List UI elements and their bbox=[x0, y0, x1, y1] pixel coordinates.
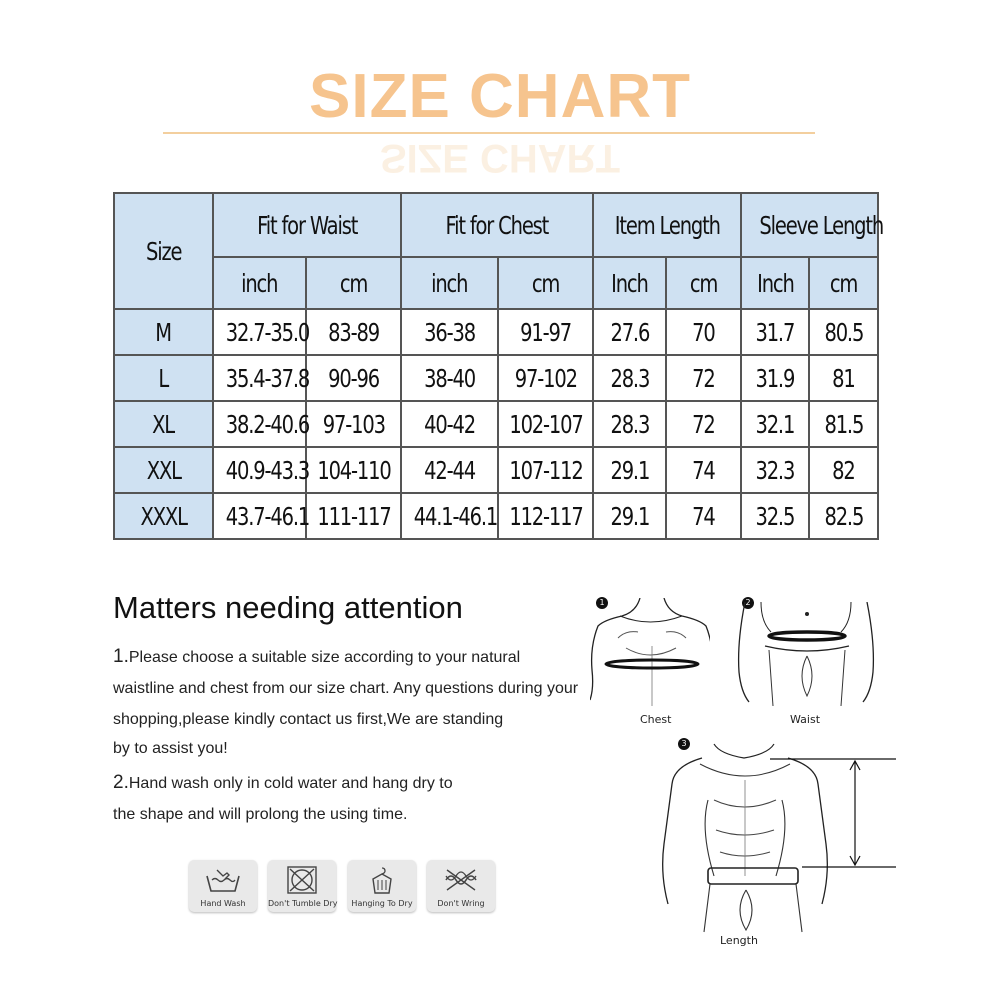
care-no-tumble-dry bbox=[268, 860, 336, 912]
table-cell: 42-44 bbox=[401, 447, 498, 493]
table-cell: 31.7 bbox=[741, 309, 809, 355]
table-cell: 32.7-35.0 bbox=[213, 309, 306, 355]
attention-text: Hand wash only in cold water and hang dry to bbox=[128, 775, 453, 792]
table-cell: 44.1-46.1 bbox=[401, 493, 498, 539]
table-cell: 81.5 bbox=[809, 401, 878, 447]
sleeve-length-header: Sleeve Length bbox=[741, 193, 878, 257]
unit-header: Inch bbox=[741, 257, 809, 309]
table-cell: 40-42 bbox=[401, 401, 498, 447]
unit-header: cm bbox=[809, 257, 878, 309]
attention-number: 2. bbox=[113, 772, 129, 793]
size-cell: XL bbox=[114, 401, 213, 447]
table-cell: 104-110 bbox=[306, 447, 401, 493]
table-row bbox=[114, 355, 878, 401]
size-table bbox=[113, 192, 884, 540]
unit-header: cm bbox=[498, 257, 593, 309]
table-cell: 29.1 bbox=[593, 447, 666, 493]
length-figure-illustration bbox=[660, 740, 900, 936]
attention-title: Matters needing attention bbox=[113, 590, 463, 625]
table-cell: 27.6 bbox=[593, 309, 666, 355]
size-cell: XXXL bbox=[114, 493, 213, 539]
size-cell: L bbox=[114, 355, 213, 401]
table-cell: 31.9 bbox=[741, 355, 809, 401]
hanging-dry-icon bbox=[362, 866, 402, 894]
table-cell: 74 bbox=[666, 447, 741, 493]
no-wring-icon bbox=[441, 866, 481, 894]
size-cell: M bbox=[114, 309, 213, 355]
table-cell: 40.9-43.3 bbox=[213, 447, 306, 493]
size-header: Size bbox=[114, 193, 213, 309]
care-hand-wash bbox=[189, 860, 257, 912]
table-cell: 32.1 bbox=[741, 401, 809, 447]
no-tumble-dry-icon bbox=[282, 866, 322, 894]
table-cell: 38-40 bbox=[401, 355, 498, 401]
length-label: Length bbox=[720, 934, 758, 947]
table-cell: 28.3 bbox=[593, 401, 666, 447]
figure-badge: 3 bbox=[678, 738, 690, 750]
unit-header: inch bbox=[401, 257, 498, 309]
attention-line bbox=[113, 806, 407, 824]
title-underline bbox=[163, 132, 815, 134]
table-cell: 36-38 bbox=[401, 309, 498, 355]
unit-header: cm bbox=[306, 257, 401, 309]
table-cell: 29.1 bbox=[593, 493, 666, 539]
attention-line bbox=[113, 711, 503, 729]
table-cell: 111-117 bbox=[306, 493, 401, 539]
table-cell: 82.5 bbox=[809, 493, 878, 539]
care-hanging-dry bbox=[348, 860, 416, 912]
table-cell: 43.7-46.1 bbox=[213, 493, 306, 539]
care-label: Hand Wash bbox=[200, 899, 246, 908]
table-cell: 102-107 bbox=[498, 401, 593, 447]
table-cell: 91-97 bbox=[498, 309, 593, 355]
table-cell: 70 bbox=[666, 309, 741, 355]
table-cell: 97-102 bbox=[498, 355, 593, 401]
chest-header: Fit for Chest bbox=[401, 193, 593, 257]
table-cell: 74 bbox=[666, 493, 741, 539]
care-label: Don't Tumble Dry bbox=[268, 899, 338, 908]
table-cell: 90-96 bbox=[306, 355, 401, 401]
care-label: Hanging To Dry bbox=[351, 899, 413, 908]
table-cell: 97-103 bbox=[306, 401, 401, 447]
chest-figure-illustration bbox=[590, 598, 710, 710]
table-cell: 32.5 bbox=[741, 493, 809, 539]
care-label: Don't Wring bbox=[437, 899, 485, 908]
table-row bbox=[114, 447, 878, 493]
table-cell: 38.2-40.6 bbox=[213, 401, 306, 447]
table-row bbox=[114, 401, 878, 447]
chest-label: Chest bbox=[640, 713, 672, 726]
figure-badge: 2 bbox=[742, 597, 754, 609]
attention-line bbox=[113, 740, 228, 758]
table-cell: 28.3 bbox=[593, 355, 666, 401]
table-cell: 81 bbox=[809, 355, 878, 401]
attention-number: 1. bbox=[113, 646, 129, 667]
size-cell: XXL bbox=[114, 447, 213, 493]
care-no-wring bbox=[427, 860, 495, 912]
waist-figure-illustration bbox=[735, 602, 880, 710]
title-block bbox=[0, 62, 1000, 132]
waist-label: Waist bbox=[790, 713, 821, 726]
table-cell: 72 bbox=[666, 355, 741, 401]
table-cell: 32.3 bbox=[741, 447, 809, 493]
attention-text: waistline and chest from our size chart. Any questions during your bbox=[113, 680, 579, 697]
table-cell: 107-112 bbox=[498, 447, 593, 493]
attention-text: the shape and will prolong the using time. bbox=[113, 806, 408, 823]
table-row bbox=[114, 309, 878, 355]
attention-text: Please choose a suitable size according to your natural bbox=[128, 649, 521, 666]
figure-badge: 1 bbox=[596, 597, 608, 609]
table-cell: 112-117 bbox=[498, 493, 593, 539]
item-length-header: Item Length bbox=[593, 193, 741, 257]
attention-text: by to assist you! bbox=[113, 740, 228, 757]
unit-header: inch bbox=[213, 257, 306, 309]
table-row bbox=[114, 493, 878, 539]
attention-line bbox=[113, 680, 578, 698]
attention-line bbox=[113, 646, 520, 668]
unit-header: Inch bbox=[593, 257, 666, 309]
hand-wash-icon bbox=[203, 866, 243, 894]
table-cell: 82 bbox=[809, 447, 878, 493]
unit-header: cm bbox=[666, 257, 741, 309]
table-cell: 80.5 bbox=[809, 309, 878, 355]
table-cell: 83-89 bbox=[306, 309, 401, 355]
attention-text: shopping,please kindly contact us first,We are standing bbox=[113, 711, 504, 728]
waist-header: Fit for Waist bbox=[213, 193, 401, 257]
title-reflection: SIZE CHART bbox=[380, 136, 620, 180]
page-title: SIZE CHART bbox=[309, 62, 691, 131]
table-cell: 72 bbox=[666, 401, 741, 447]
table-cell: 35.4-37.8 bbox=[213, 355, 306, 401]
attention-line bbox=[113, 772, 453, 794]
